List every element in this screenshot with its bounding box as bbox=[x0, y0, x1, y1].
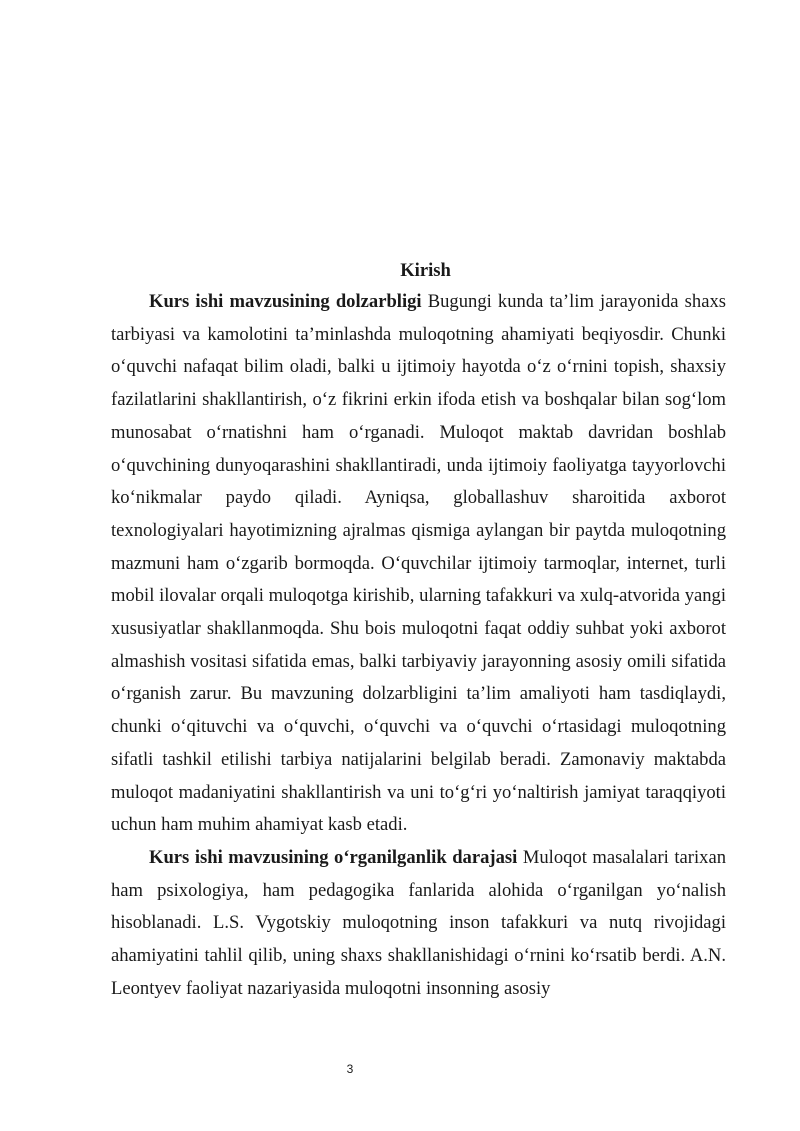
paragraph-lead-study-level: Kurs ishi mavzusining o‘rganilganlik darajasi bbox=[149, 846, 518, 868]
paragraph-relevance bbox=[111, 286, 726, 842]
paragraph-study-level bbox=[111, 842, 726, 1006]
page-number: 3 bbox=[346, 1062, 354, 1076]
paragraph-text-study-level: Muloqot masalalari tarixan ham psixologiya, ham pedagogika fanlarida alohida o‘rganilgan yo‘nalish hisoblanadi. L.S. Vygotskiy muloqotning inson tafakkuri va nutq rivojidagi ahamiyatini tahlil qilib, uning shaxs shakllanishidagi o‘rnini ko‘rsatib berdi. A.N. Leontyev faoliyat nazariyasida muloqotni insonning asosiy bbox=[111, 846, 726, 999]
section-heading: Kirish bbox=[400, 260, 451, 281]
paragraph-lead-relevance: Kurs ishi mavzusining dolzarbligi bbox=[149, 291, 422, 312]
paragraph-text-relevance: Bugungi kunda ta’lim jarayonida shaxs tarbiyasi va kamolotini ta’minlashda muloqotning ahamiyati beqiyosdir. Chunki o‘quvchi nafaqat bilim oladi, balki u ijtimoiy hayotda o‘z o‘rnini topish, shaxsiy fazilatlarini shakllantirish, o‘z fikrini erkin ifoda etish va boshqalar bilan sog‘lom munosabat o‘rnatishni ham o‘rganadi. Muloqot maktab davridan boshlab o‘quvchining dunyoqarashini shakllantiradi, unda ijtimoiy faoliyatga tayyorlovchi ko‘nikmalar paydo qiladi. Ayniqsa, globallashuv sharoitida axborot texnologiyalari hayotimizning ajralmas qismiga aylangan bir paytda muloqotning mazmuni ham o‘zgarib bormoqda. O‘quvchilar ijtimoiy tarmoqlar, internet, turli mobil ilovalar orqali muloqotga kirishib, ularning tafakkuri va xulq-atvorida yangi xususiyatlar shakllanmoqda. Shu bois muloqotni faqat oddiy suhbat yoki axborot almashish vositasi sifatida emas, balki tarbiyaviy jarayonning asosiy omili sifatida o‘rganish zarur. Bu mavzuning dolzarbligini ta’lim amaliyoti ham tasdiqlaydi, chunki o‘qituvchi va o‘quvchi, o‘quvchi va o‘quvchi o‘rtasidagi muloqotning sifatli tashkil etilishi tarbiya natijalarini belgilab beradi. Zamonaviy maktabda muloqot madaniyatini shakllantirish va uni to‘g‘ri yo‘naltirish jamiyat taraqqiyoti uchun ham muhim ahamiyat kasb etadi. bbox=[111, 291, 726, 836]
document-body bbox=[111, 256, 726, 1005]
